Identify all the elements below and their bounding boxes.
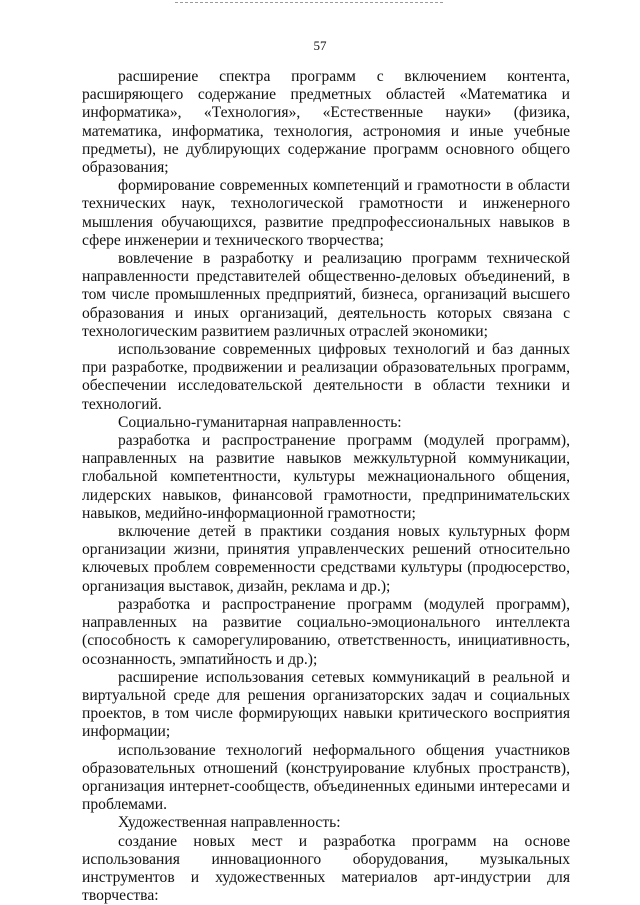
paragraph: использование технологий неформального общения участников образовательных отношений (конструирование клубных пространств), организация интернет-сообществ, объединенных едиными интересами и проблемами. xyxy=(82,741,570,814)
paragraph: включение детей в практики создания новых культурных форм организации жизни, принятия управленческих решений относительно ключевых проблем современности средствами культуры (продюсерство, организация выставок, дизайн, реклама и др.); xyxy=(82,523,570,595)
section-heading: Художественная направленность: xyxy=(118,814,341,832)
paragraph: разработка и распространение программ (модулей программ), направленных на развитие навыков межкультурной коммуникации, глобальной компетентности, культуры межнационального общения, лидерских навыков, финансовой грамотности, предпринимательских навыков, медийно-информационной грамотности; xyxy=(82,432,570,522)
paragraph: формирование современных компетенций и грамотности в области технических наук, технологической грамотности и инженерного мышления обучающихся, развитие предпрофессиональных навыков в сфере инженерии и технического творчества; xyxy=(82,177,570,249)
paragraph: использование современных цифровых технологий и баз данных при разработке, продвижении и реализации образовательных программ, обеспечении исследовательской деятельности в области техники и технологий. xyxy=(82,341,570,413)
paragraph: расширение использования сетевых коммуникаций в реальной и виртуальной среде для решения организаторских задач и социальных проектов, в том числе формирующих навыки критического восприятия информации; xyxy=(82,668,570,741)
section-heading: Социально-гуманитарная направленность: xyxy=(118,413,402,431)
paragraph: разработка и распространение программ (модулей программ), направленных на развитие социально-эмоционального интеллекта (способность к саморегулированию, ответственность, инициативность, осознанность, эмпатийность и др.); xyxy=(82,595,570,668)
paragraph: расширение спектра программ с включением контента, расширяющего содержание предметных областей «Математика и информатика», «Технология», «Естественные науки» (физика, математика, информатика, технология, астрономия и иные учебные предметы), не дублирующих содержание программ основного общего образования; xyxy=(82,68,570,177)
body-text xyxy=(82,68,570,905)
top-border-line xyxy=(175,2,443,3)
paragraph: вовлечение в разработку и реализацию программ технической направленности представителей общественно-деловых объединений, в том числе промышленных предприятий, бизнеса, организаций высшего образования и иных организаций, деятельность которых связана с технологическим развитием различных отраслей экономики; xyxy=(82,250,570,340)
paragraph: создание новых мест и разработка программ на основе использования инновационного оборудования, музыкальных инструментов и художественных материалов арт-индустрии для творчества: xyxy=(82,832,570,905)
page-number: 57 xyxy=(313,38,327,53)
